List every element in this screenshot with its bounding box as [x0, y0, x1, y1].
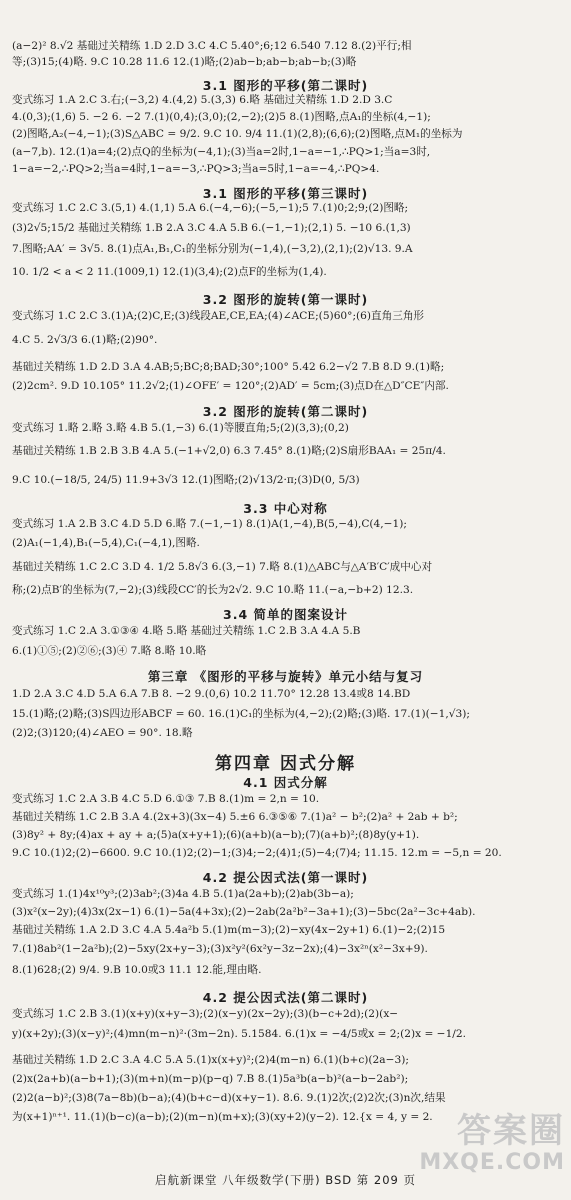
answer-line: (3)2√5;15/2 基础过关精练 1.B 2.A 3.C 4.A 5.B 6.(−1,−1);(2,1) 5. −10 6.(1,3): [12, 222, 411, 234]
answer-line: (3)x²(x−2y);(4)3x(2x−1) 6.(1)−5a(4+3x);(2)−2ab(2a²b²−3a+1);(3)−5bc(2a²−3c+4ab).: [12, 906, 476, 918]
answer-line: 变式练习 1.A 2.C 3.右;(−3,2) 4.(4,2) 5.(3,3) 6.略 基础过关精练 1.D 2.D 3.C: [12, 94, 393, 106]
answer-line: (a−2)² 8.√2 基础过关精练 1.D 2.D 3.C 4.C 5.40°;6;12 6.540 7.12 8.(2)平行;相: [12, 40, 412, 52]
answer-line: 变式练习 1.C 2.A 3.①③④ 4.略 5.略 基础过关精练 1.C 2.B 3.A 4.A 5.B: [12, 625, 361, 637]
answer-line: 变式练习 1.略 2.略 3.略 4.B 5.(1,−3) 6.(1)等腰直角;5;(2)(3,3);(0,2): [12, 422, 349, 434]
section-title: 3.4 简单的图案设计: [223, 607, 348, 622]
section-title: 3.3 中心对称: [243, 501, 328, 516]
answer-line: 10. 1/2 < a < 2 11.(1009,1) 12.(1)(3,4);(2)点F的坐标为(1,4).: [12, 266, 327, 278]
answer-line: 6.(1)①⑤;(2)②⑥;(3)④ 7.略 8.略 10.略: [12, 645, 207, 657]
answer-line: 9.C 10.(1)2;(2)−6600. 9.C 10.(1)2;(2)−1;(3)4;−2;(4)1;(5)−4;(7)4; 11.15. 12.m = −5,n = 20.: [12, 847, 502, 859]
answer-line: (2)2cm². 9.D 10.105° 11.2√2;(1)∠OFE′ = 120°;(2)AD′ = 5cm;(3)点D在△D″CE″内部.: [12, 380, 449, 392]
answer-line: 变式练习 1.C 2.C 3.(1)A;(2)C,E;(3)线段AE,CE,EA;(4)∠ACE;(5)60°;(6)直角三角形: [12, 310, 425, 322]
watermark-text: 答案圈: [457, 1111, 565, 1151]
answer-line: 1.D 2.A 3.C 4.D 5.A 6.A 7.B 8. −2 9.(0,6) 10.2 11.70° 12.28 13.4或8 14.BD: [12, 688, 411, 700]
answer-line: 9.C 10.(−18/5, 24/5) 11.9+3√3 12.(1)图略;(2)√13/2·π;(3)D(0, 5/3): [12, 474, 360, 486]
answer-line: 基础过关精练 1.B 2.B 3.B 4.A 5.(−1+√2,0) 6.3 7.45° 8.(1)略;(2)S扇形BAA₁ = 25π/4.: [12, 445, 446, 457]
section-title: 3.2 图形的旋转(第二课时): [202, 404, 369, 419]
section-title: 3.1 图形的平移(第二课时): [202, 78, 369, 93]
answer-line: 1−a=−2,∴PQ>2;当a=4时,1−a=−3,∴PQ>3;当a=5时,1−a=−4,∴PQ>4.: [12, 163, 380, 175]
answer-line: 为(x+1)ⁿ⁺¹. 11.(1)(b−c)(a−b);(2)(m−n)(m+x);(3)(xy+2)(y−2). 12.{x = 4, y = 2.: [12, 1111, 433, 1123]
section-title: 4.1 因式分解: [243, 775, 328, 790]
section-title: 3.1 图形的平移(第三课时): [202, 186, 369, 201]
answer-line: 基础过关精练 1.D 2.D 3.A 4.AB;5;BC;8;BAD;30°;100° 5.42 6.2−√2 7.B 8.D 9.(1)略;: [12, 361, 445, 373]
answer-line: y)(x+2y);(3)(x−y)²;(4)mn(m−n)²·(3m−2n). 5.1584. 6.(1)x = −4/5或x = 2;(2)x = −1/2.: [12, 1028, 466, 1040]
answer-line: 15.(1)略;(2)略;(3)S四边形ABCF = 60. 16.(1)C₁的坐标为(4,−2);(2)略;(3)略. 17.(1)(−1,√3);: [12, 708, 470, 720]
answer-line: (2)2;(3)120;(4)∠AEO = 90°. 18.略: [12, 727, 193, 739]
answer-line: 变式练习 1.(1)4x¹⁰y³;(2)3ab²;(3)4a 4.B 5.(1)a(2a+b);(2)ab(3b−a);: [12, 888, 354, 900]
page-footer: 启航新课堂 八年级数学(下册) BSD 第 209 页: [154, 1173, 417, 1187]
answer-line: 变式练习 1.C 2.B 3.(1)(x+y)(x+y−3);(2)(x−y)(2x−2y);(3)(b−c+2d);(2)(x−: [12, 1008, 399, 1020]
section-title: 3.2 图形的旋转(第一课时): [202, 292, 369, 307]
answer-line: 基础过关精练 1.C 2.B 3.A 4.(2x+3)(3x−4) 5.±6 6.③⑤⑥ 7.(1)a² − b²;(2)a² + 2ab + b²;: [12, 811, 458, 823]
section-title: 4.2 提公因式法(第二课时): [202, 990, 369, 1005]
answer-line: 4.C 5. 2√3/3 6.(1)略;(2)90°.: [12, 334, 158, 346]
answer-line: (2)x(2a+b)(a−b+1);(3)(m+n)(m−p)(p−q) 7.B 8.(1)5a³b(a−b)²(a−b−2ab²);: [12, 1073, 409, 1085]
chapter-title: 第四章 因式分解: [215, 754, 356, 774]
answer-line: 变式练习 1.C 2.C 3.(5,1) 4.(1,1) 5.A 6.(−4,−6);(−5,−1);5 7.(1)0;2;9;(2)图略;: [12, 202, 409, 214]
answer-line: 基础过关精练 1.C 2.C 3.D 4. 1/2 5.8√3 6.(3,−1) 7.略 8.(1)△ABC与△A′B′C′成中心对: [12, 561, 433, 573]
answer-line: 7.(1)8ab²(1−2a²b);(2)−5xy(2x+y−3);(3)x²y²(6x²y−3z−2x);(4)−3x²ⁿ(x²−3x+9).: [12, 943, 428, 955]
answer-line: 基础过关精练 1.A 2.D 3.C 4.A 5.4a²b 5.(1)m(m−3);(2)−xy(4x−2y+1) 6.(1)−2;(2)15: [12, 924, 446, 936]
answer-line: 变式练习 1.C 2.A 3.B 4.C 5.D 6.①③ 7.B 8.(1)m = 2,n = 10.: [12, 793, 320, 805]
answer-line: 称;(2)点B′的坐标为(7,−2);(3)线段CC′的长为2√2. 9.C 10.略 11.(−a,−b+2) 12.3.: [12, 584, 414, 596]
section-title: 4.2 提公因式法(第一课时): [202, 870, 369, 885]
answer-line: (3)8y² + 8y;(4)ax + ay + a;(5)a(x+y+1);(6)(a+b)(a−b);(7)(a+b)²;(8)8y(y+1).: [12, 829, 420, 841]
answer-line: 8.(1)628;(2) 9/4. 9.B 10.0或3 11.1 12.能,理由略.: [12, 964, 262, 976]
answer-line: 7.图略;AA′ = 3√5. 8.(1)点A₁,B₁,C₁的坐标分别为(−1,4),(−3,2),(2,1);(2)√13. 9.A: [12, 243, 413, 255]
answer-line: 等;(3)15;(4)略. 9.C 10.28 11.6 12.(1)略;(2)ab−b;ab−b;ab−b;(3)略: [12, 56, 357, 68]
answer-line: 变式练习 1.A 2.B 3.C 4.D 5.D 6.略 7.(−1,−1) 8.(1)A(1,−4),B(5,−4),C(4,−1);: [12, 518, 407, 530]
answer-line: (2)图略,A₂(−4,−1);(3)S△ABC = 9/2. 9.C 10. 9/4 11.(1)(2,8);(6,6);(2)图略,点M₁的坐标为: [12, 128, 463, 140]
answer-line: (a−7,b). 12.(1)a=4;(2)点Q的坐标为(−4,1);(3)当a=2时,1−a=−1,∴PQ>1;当a=3时,: [12, 146, 431, 158]
answer-line: (2)A₁(−1,4),B₁(−5,4),C₁(−4,1),图略.: [12, 537, 200, 549]
section-title: 第三章 《图形的平移与旋转》单元小结与复习: [147, 669, 424, 684]
watermark-url: MXQE.COM: [419, 1150, 565, 1175]
answer-line: 4.(0,3);(1,6) 5. −2 6. −2 7.(1)(0,4);(3,0);(2,−2);(2)5 8.(1)图略,点A₁的坐标(4,−1);: [12, 111, 431, 123]
answer-line: 基础过关精练 1.D 2.C 3.A 4.C 5.A 5.(1)x(x+y)²;(2)4(m−n) 6.(1)(b+c)(2a−3);: [12, 1054, 409, 1066]
answer-line: (2)2(a−b)²;(3)8(7a−8b)(b−a);(4)(b+c−d)(x+y−1). 8.6. 9.(1)2次;(2)2次;(3)n次,结果: [12, 1092, 446, 1104]
watermark-logo: [419, 1112, 565, 1176]
